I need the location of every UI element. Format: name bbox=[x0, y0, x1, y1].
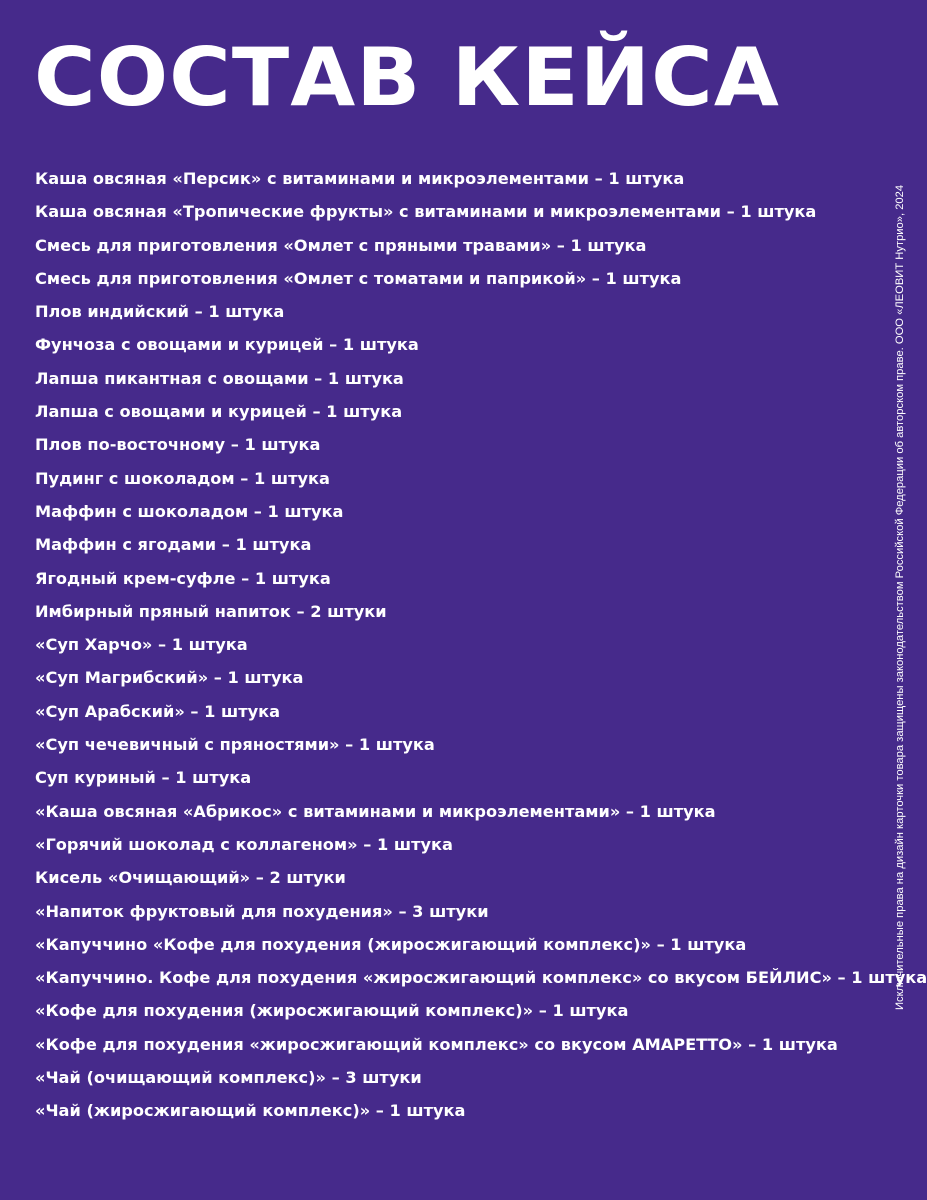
list-item: «Чай (очищающий комплекс)» – 3 штуки bbox=[35, 1068, 422, 1088]
contents-list bbox=[35, 162, 927, 1128]
list-item: Фунчоза с овощами и курицей – 1 штука bbox=[35, 335, 419, 355]
list-item: «Кофе для похудения (жиросжигающий комплекс)» – 1 штука bbox=[35, 1001, 629, 1021]
copyright-notice: Исключительные права на дизайн карточки товара защищены законодательством Российской Федерации об авторском праве. ООО «ЛЕОВИТ Нутрио», 2024 bbox=[894, 184, 906, 1010]
list-item: Каша овсяная «Персик» с витаминами и микроэлементами – 1 штука bbox=[35, 169, 685, 188]
list-item: «Суп Арабский» – 1 штука bbox=[35, 701, 281, 721]
list-item: Смесь для приготовления «Омлет с томатами и паприкой» – 1 штука bbox=[35, 268, 682, 288]
list-item: Маффин с ягодами – 1 штука bbox=[35, 535, 312, 555]
list-item: «Капуччино «Кофе для похудения (жиросжигающий комплекс)» – 1 штука bbox=[35, 934, 747, 954]
list-item: Плов по-восточному – 1 штука bbox=[35, 435, 321, 455]
list-item: Пудинг с шоколадом – 1 штука bbox=[35, 468, 330, 488]
list-item: Кисель «Очищающий» – 2 штуки bbox=[35, 868, 346, 888]
list-item: «Чай (жиросжигающий комплекс)» – 1 штука bbox=[35, 1101, 466, 1121]
list-item: Ягодный крем-суфле – 1 штука bbox=[35, 568, 331, 588]
list-item: Плов индийский – 1 штука bbox=[35, 302, 285, 322]
list-item: Маффин с шоколадом – 1 штука bbox=[35, 501, 344, 521]
list-item: «Суп чечевичный с пряностями» – 1 штука bbox=[35, 735, 435, 755]
list-item: «Горячий шоколад с коллагеном» – 1 штука bbox=[35, 834, 453, 854]
list-item: Лапша пикантная с овощами – 1 штука bbox=[35, 368, 404, 388]
list-item: Смесь для приготовления «Омлет с пряными травами» – 1 штука bbox=[35, 235, 647, 255]
list-item: Лапша с овощами и курицей – 1 штука bbox=[35, 402, 403, 422]
list-item: Каша овсяная «Тропические фрукты» с витаминами и микроэлементами – 1 штука bbox=[35, 202, 817, 222]
list-item: Суп куриный – 1 штука bbox=[35, 768, 252, 788]
list-item: «Суп Харчо» – 1 штука bbox=[35, 635, 248, 655]
page-title: СОСТАВ КЕЙСА bbox=[34, 31, 780, 124]
list-item: «Кофе для похудения «жиросжигающий комплекс» со вкусом АМАРЕТТО» – 1 штука bbox=[35, 1034, 838, 1054]
list-item: «Суп Магрибский» – 1 штука bbox=[35, 668, 304, 688]
list-item: «Капуччино. Кофе для похудения «жиросжигающий комплекс» со вкусом БЕЙЛИС» – 1 штука bbox=[35, 968, 927, 988]
list-item: «Каша овсяная «Абрикос» с витаминами и микроэлементами» – 1 штука bbox=[35, 801, 716, 821]
list-item: Имбирный пряный напиток – 2 штуки bbox=[35, 601, 387, 621]
list-item: «Напиток фруктовый для похудения» – 3 штуки bbox=[35, 901, 489, 921]
